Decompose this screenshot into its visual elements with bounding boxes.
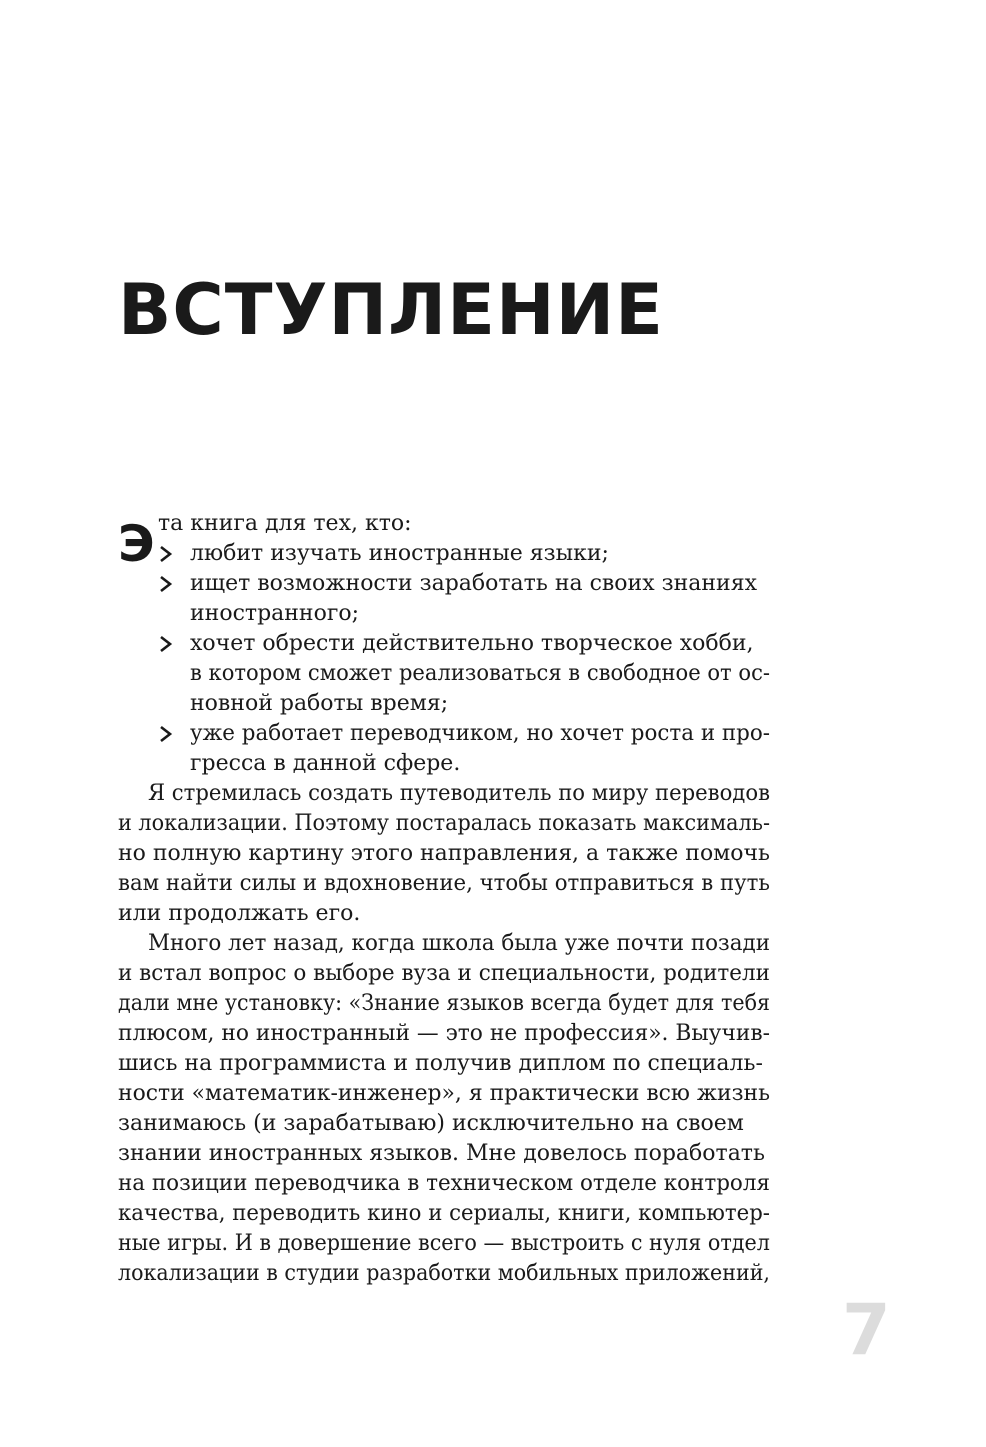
paragraph-line: вам найти силы и вдохновение, чтобы отправиться в путь bbox=[118, 871, 771, 896]
paragraph-line: плюсом, но иностранный — это не профессия». Выучив- bbox=[118, 1021, 770, 1046]
list-item-line: уже работает переводчиком, но хочет роста и про- bbox=[190, 721, 771, 746]
list-item-line: ищет возможности заработать на своих знаниях bbox=[190, 571, 757, 596]
paragraph-line: и встал вопрос о выборе вуза и специальности, родители bbox=[118, 961, 770, 986]
paragraph-line: Я стремилась создать путеводитель по миру переводов bbox=[148, 781, 770, 806]
paragraph-line: шись на программиста и получив диплом по специаль- bbox=[118, 1051, 763, 1076]
chapter-title: ВСТУПЛЕНИЕ bbox=[118, 269, 664, 351]
paragraph bbox=[118, 929, 770, 1289]
list-item bbox=[118, 719, 770, 779]
chevron-right-icon bbox=[158, 569, 176, 599]
paragraph-line: ные игры. И в довершение всего — выстроить с нуля отдел bbox=[118, 1231, 770, 1256]
intro-text: та книга для тех, кто: bbox=[158, 511, 412, 536]
paragraph-line: на позиции переводчика в техническом отделе контроля bbox=[118, 1171, 770, 1196]
drop-cap: Э bbox=[118, 515, 155, 573]
paragraph-line: качества, переводить кино и сериалы, книги, компьютер- bbox=[118, 1201, 770, 1226]
paragraph-line: занимаюсь (и зарабатываю) исключительно на своем bbox=[118, 1111, 744, 1136]
paragraph-line: Много лет назад, когда школа была уже почти позади bbox=[148, 931, 771, 956]
bullet-list bbox=[118, 539, 770, 779]
list-item bbox=[118, 569, 770, 629]
paragraph bbox=[118, 779, 770, 929]
paragraph-line: ности «математик-инженер», я практически всю жизнь bbox=[118, 1081, 770, 1106]
paragraph-line: локализации в студии разработки мобильных приложений, bbox=[118, 1261, 770, 1286]
list-item-line: любит изучать иностранные языки; bbox=[190, 541, 609, 566]
list-item-line: иностранного; bbox=[190, 601, 360, 626]
paragraph-line: дали мне установку: «Знание языков всегда будет для тебя bbox=[118, 991, 771, 1016]
list-item-line: хочет обрести действительно творческое хобби, bbox=[190, 631, 754, 656]
list-item bbox=[118, 629, 770, 719]
paragraph-line: и локализации. Поэтому постаралась показать максималь- bbox=[118, 811, 770, 836]
chevron-right-icon bbox=[158, 719, 176, 749]
list-item-line: новной работы время; bbox=[190, 691, 449, 716]
paragraph-line: или продолжать его. bbox=[118, 901, 361, 926]
page-number: 7 bbox=[842, 1289, 891, 1371]
body-text bbox=[118, 509, 770, 1289]
list-item-line: гресса в данной сфере. bbox=[190, 751, 461, 776]
list-item bbox=[118, 539, 770, 569]
list-item-line: в котором сможет реализоваться в свободное от ос- bbox=[190, 661, 770, 686]
chevron-right-icon bbox=[158, 629, 176, 659]
chevron-right-icon bbox=[158, 539, 176, 569]
paragraph-line: знании иностранных языков. Мне довелось поработать bbox=[118, 1141, 765, 1166]
paragraph-line: но полную картину этого направления, а также помочь bbox=[118, 841, 770, 866]
